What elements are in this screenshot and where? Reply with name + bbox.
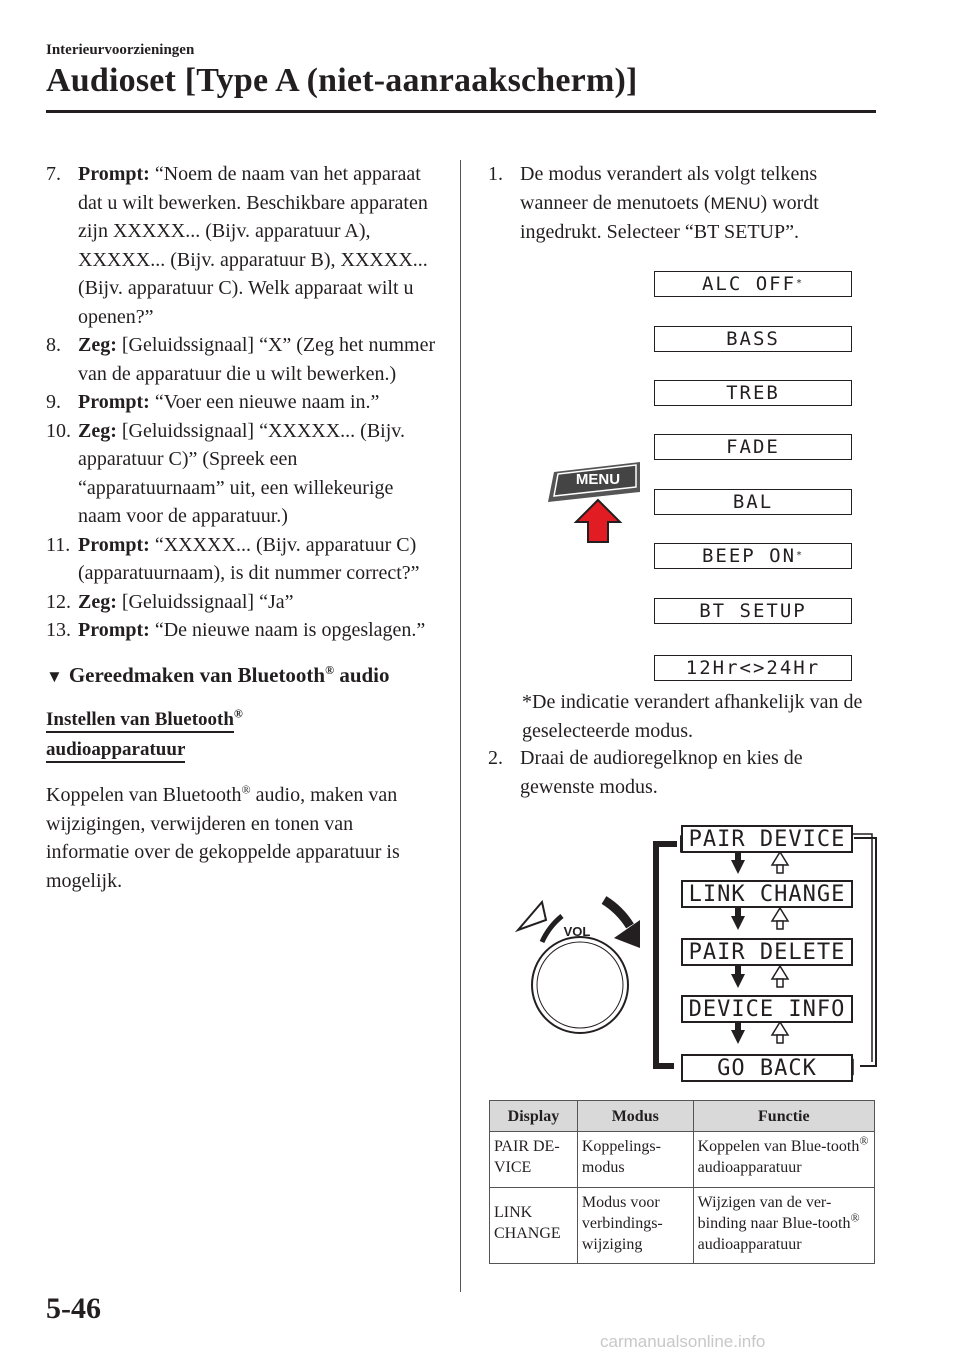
- triangle-icon: ▼: [46, 666, 63, 686]
- step-list: [46, 160, 441, 645]
- mode-function-table: [489, 1100, 875, 1264]
- rotate-right-arrow-icon: [604, 900, 630, 926]
- title-divider: [46, 110, 876, 113]
- menu-button-illustration: [540, 450, 650, 560]
- bt-audio-heading: ▼ Gereedmaken van Bluetooth® audio: [46, 662, 390, 687]
- mode-display-bass: BASS: [654, 326, 852, 352]
- mode-display-fade: FADE: [654, 434, 852, 460]
- mode-display-treb: TREB: [654, 380, 852, 406]
- cell-functie: Wijzigen van de ver-binding naar Blue-tooth® audioapparatuur: [693, 1188, 874, 1264]
- page-title: Audioset [Type A (niet-aanraakscherm)]: [46, 62, 638, 99]
- menu-button-label: MENU: [575, 471, 621, 488]
- cell-display: PAIR DE-VICE: [490, 1132, 578, 1188]
- step-item: 11. Prompt: “XXXXX... (Bijv. apparatuur C) (apparatuurnaam), is dit nummer correct?”: [46, 533, 420, 584]
- section-label: Interieurvoorzieningen: [46, 42, 195, 58]
- watermark: carmanualsonline.info: [600, 1332, 766, 1351]
- col-header-modus: Modus: [577, 1101, 693, 1132]
- bt-mode-go-back: GO BACK: [681, 1054, 853, 1082]
- bt-mode-pair-device: PAIR DEVICE: [681, 825, 853, 853]
- table-row: [490, 1132, 875, 1188]
- mode-display-bal: BAL: [654, 489, 852, 515]
- bt-mode-device-info: DEVICE INFO: [681, 995, 853, 1023]
- col-header-display: Display: [490, 1101, 578, 1132]
- loop-back-line-left: [656, 844, 677, 1066]
- mode-display-clock: 12Hr<>24Hr: [654, 655, 852, 681]
- vol-label: VOL: [563, 924, 591, 939]
- cell-modus: Koppelings-modus: [577, 1132, 693, 1188]
- menu-key-label: MENU: [710, 193, 761, 213]
- bt-setup-subheading: Instellen van Bluetooth® audioapparatuur: [46, 705, 441, 765]
- mode-display-bt-setup: BT SETUP: [654, 598, 852, 624]
- arrow-pair-2: [731, 908, 788, 930]
- cell-display: LINK CHANGE: [490, 1188, 578, 1264]
- cell-modus: Modus voor verbindings-wijziging: [577, 1188, 693, 1264]
- arrow-pair-3: [731, 966, 788, 988]
- arrow-pair-1: [731, 852, 788, 874]
- bt-mode-pair-delete: PAIR DELETE: [681, 938, 853, 966]
- column-divider: [460, 160, 461, 1292]
- mode-display-alc: ALC OFF *: [654, 271, 852, 297]
- left-column: [46, 160, 441, 895]
- bt-mode-link-change: LINK CHANGE: [681, 880, 853, 908]
- step-2: 2. Draai de audioregelknop en kies de gewenste modus.: [488, 747, 803, 798]
- mode-display-beep: BEEP ON *: [654, 543, 852, 569]
- bt-intro-paragraph: Koppelen van Bluetooth® audio, maken van wijzigingen, verwijderen en tonen van informatie over de gekoppelde apparatuur is mogelijk.: [46, 782, 400, 892]
- step-item: 10. Zeg: [Geluidssignaal] “XXXXX... (Bijv. apparatuur C)” (Spreek een “apparatuurnaam” uit, een willekeurige naam voor de apparatuur.): [46, 419, 405, 527]
- menu-footnote: *De indicatie verandert afhankelijk van de geselecteerde modus.: [522, 691, 863, 742]
- vol-knob: [532, 937, 628, 1033]
- step-item: 13. Prompt: “De nieuwe naam is opgeslagen.”: [46, 619, 426, 641]
- table-header-row: [490, 1101, 875, 1132]
- col-header-functie: Functie: [693, 1101, 874, 1132]
- step-item: 9. Prompt: “Voer een nieuwe naam in.”: [46, 391, 380, 413]
- step-1: 1. De modus verandert als volgt telkens wanneer de menutoets (MENU) wordt ingedrukt. Selecteer “BT SETUP”.: [488, 163, 819, 243]
- step-item: 8. Zeg: [Geluidssignaal] “X” (Zeg het nummer van de apparatuur die u wilt bewerken.): [46, 334, 436, 385]
- page-number: 5-46: [46, 1292, 101, 1325]
- arrow-pair-4: [731, 1022, 788, 1044]
- cell-functie: Koppelen van Blue-tooth® audioapparatuur: [693, 1132, 874, 1188]
- table-row: [490, 1188, 875, 1264]
- press-arrow-icon: [576, 500, 620, 542]
- step-item: 12. Zeg: [Geluidssignaal] “Ja”: [46, 590, 294, 613]
- step-item: 7. Prompt: “Noem de naam van het apparaat dat u wilt bewerken. Beschikbare apparaten zijn XXXXX... (Bijv. apparatuur A), XXXXX... (Bijv. apparatuur B), XXXXX... (Bijv. apparatuur C). Welk apparaat wilt u openen?”: [46, 163, 428, 328]
